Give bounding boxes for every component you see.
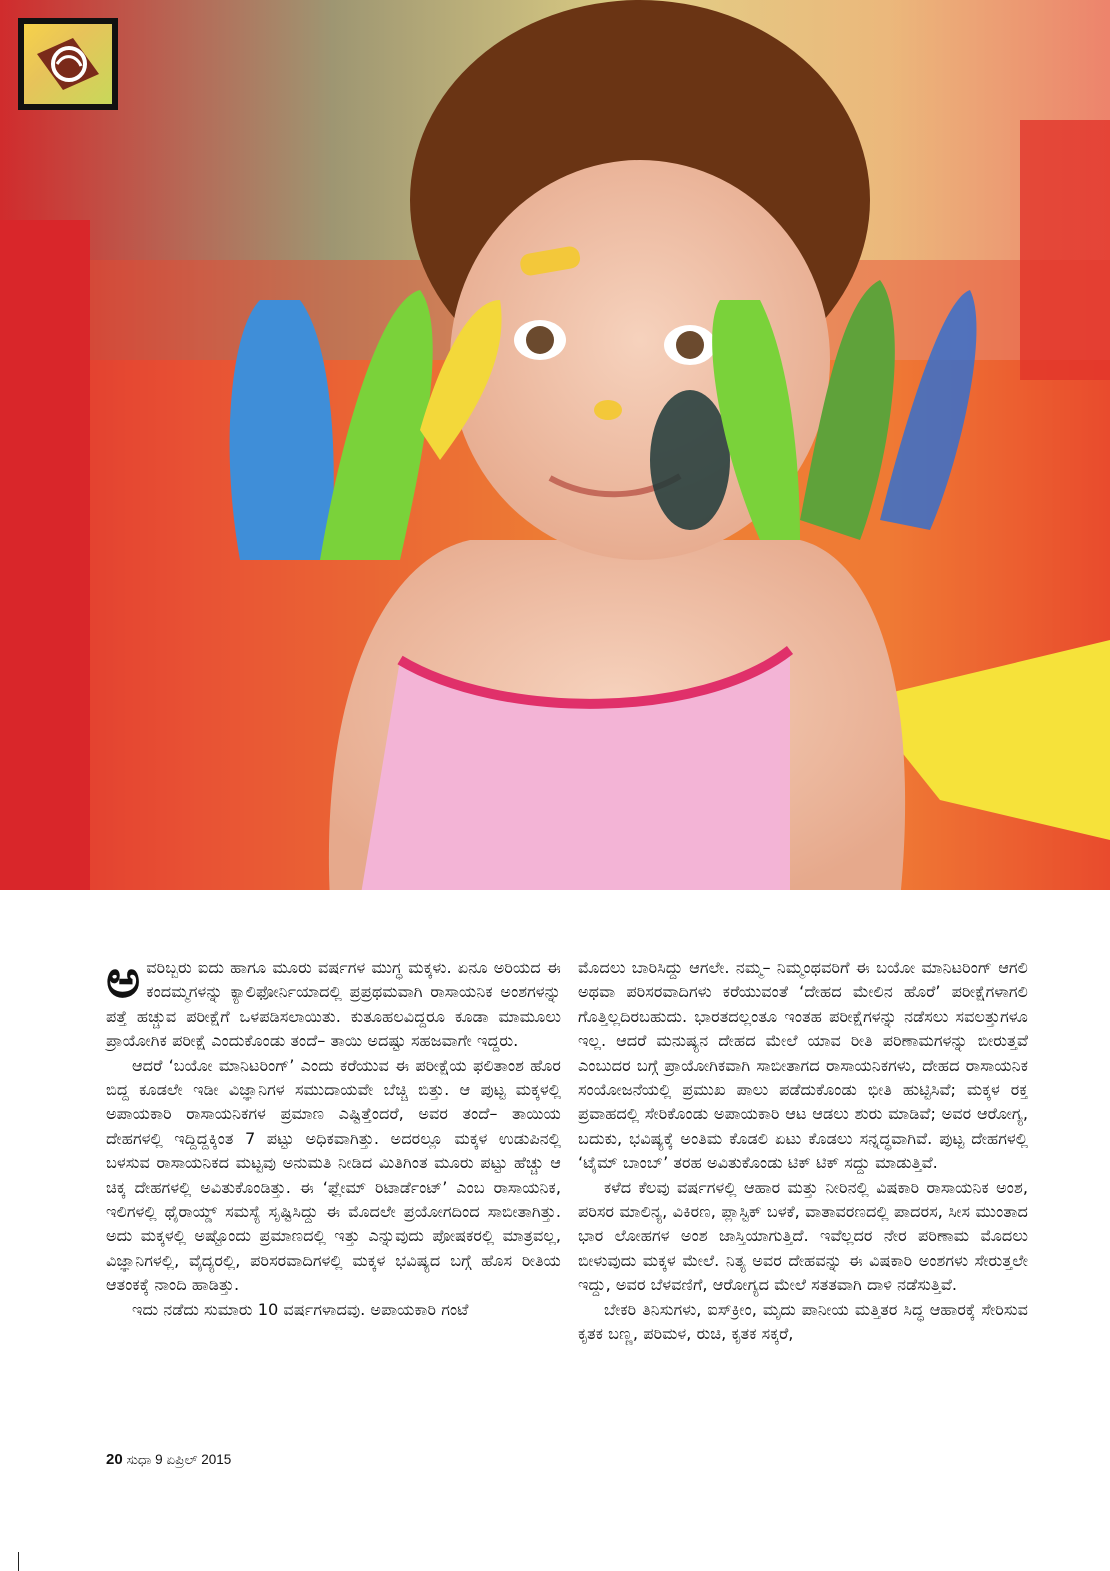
logo-swirl-icon [33,34,103,94]
paragraph-text: ವರಿಬ್ಬರು ಐದು ಹಾಗೂ ಮೂರು ವರ್ಷಗಳ ಮುಗ್ಧ ಮಕ್ಕಳು. ಏನೂ ಅರಿಯದ ಈ ಕಂದಮ್ಮಗಳನ್ನು ಕ್ಯಾಲಿಫೋರ್ನಿಯಾದಲ್ಲಿ ಪ್ರಪ್ರಥಮವಾಗಿ ರಾಸಾಯನಿಕ ಅಂಶಗಳನ್ನು ಪತ್ತೆ ಹಚ್ಚುವ ಪರೀಕ್ಷೆಗೆ ಒಳಪಡಿಸಲಾಯಿತು. ಕುತೂಹಲವಿದ್ದರೂ ಕೂಡಾ ಮಾಮೂಲು ಪ್ರಾಯೋಗಿಕ ಪರೀಕ್ಷೆ ಎಂದುಕೊಂಡು ತಂದೆ– ತಾಯಿ ಅದಷ್ಟು ಸಹಜವಾಗೇ ಇದ್ದರು. [106,958,561,1051]
drop-cap: ಅ [106,950,141,1010]
page-number: 20 [106,1451,123,1468]
paragraph: ಆದರೆ ‘ಬಯೋ ಮಾನಿಟರಿಂಗ್’ ಎಂದು ಕರೆಯುವ ಈ ಪರೀಕ್ಷೆಯ ಫಲಿತಾಂಶ ಹೊರ ಬಿದ್ದ ಕೂಡಲೇ ಇಡೀ ವಿಜ್ಞಾನಿಗಳ ಸಮುದಾಯವೇ ಬೆಚ್ಚಿ ಬಿತ್ತು. ಆ ಪುಟ್ಟ ಮಕ್ಕಳಲ್ಲಿ ಅಪಾಯಕಾರಿ ರಾಸಾಯನಿಕಗಳ ಪ್ರಮಾಣ ಎಷ್ಟಿತ್ತೆಂದರೆ, ಅವರ ತಂದೆ– ತಾಯಿಯ ದೇಹಗಳಲ್ಲಿ ಇದ್ದಿದ್ದಕ್ಕಿಂತ 7 ಪಟ್ಟು ಅಧಿಕವಾಗಿತ್ತು. ಅದರಲ್ಲೂ ಮಕ್ಕಳ ಉಡುಪಿನಲ್ಲಿ ಬಳಸುವ ರಾಸಾಯನಿಕದ ಮಟ್ಟವು ಅನುಮತಿ ನೀಡಿದ ಮಿತಿಗಿಂತ ಮೂರು ಪಟ್ಟು ಹೆಚ್ಚು ಆ ಚಿಕ್ಕ ದೇಹಗಳಲ್ಲಿ ಅವಿತುಕೊಂಡಿತ್ತು. ಈ ‘ಫ್ಲೇಮ್ ರಿಟಾರ್ಡೆಂಟ್’ ಎಂಬ ರಾಸಾಯನಿಕ, ಇಲಿಗಳಲ್ಲಿ ಥೈರಾಯ್ಡ್ ಸಮಸ್ಯೆ ಸೃಷ್ಟಿಸಿದ್ದು ಈ ಮೊದಲೇ ಪ್ರಯೋಗದಿಂದ ಸಾಬೀತಾಗಿತ್ತು. ಅದು ಮಕ್ಕಳಲ್ಲಿ ಅಷ್ಟೊಂದು ಪ್ರಮಾಣದಲ್ಲಿ ಇತ್ತು ಎನ್ನುವುದು ಪೋಷಕರಲ್ಲಿ ಮಾತ್ರವಲ್ಲ, ವಿಜ್ಞಾನಿಗಳಲ್ಲಿ, ವೈದ್ಯರಲ್ಲಿ, ಪರಿಸರವಾದಿಗಳಲ್ಲಿ ಮಕ್ಕಳ ಭವಿಷ್ಯದ ಬಗ್ಗೆ ಹೊಸ ರೀತಿಯ ಆತಂಕಕ್ಕೆ ನಾಂದಿ ಹಾಡಿತ್ತು. [106,1055,561,1295]
issue-date: 9 ಏಪ್ರಿಲ್ 2015 [155,1452,232,1467]
magazine-logo [18,18,118,110]
paragraph: ಕಳೆದ ಕೆಲವು ವರ್ಷಗಳಲ್ಲಿ ಆಹಾರ ಮತ್ತು ನೀರಿನಲ್ಲಿ ವಿಷಕಾರಿ ರಾಸಾಯನಿಕ ಅಂಶ, ಪರಿಸರ ಮಾಲಿನ್ಯ, ವಿಕಿರಣ, ಪ್ಲಾಸ್ಟಿಕ್ ಬಳಕೆ, ವಾತಾವರಣದಲ್ಲಿ ಪಾದರಸ, ಸೀಸ ಮುಂತಾದ ಭಾರ ಲೋಹಗಳ ಅಂಶ ಜಾಸ್ತಿಯಾಗುತ್ತಿದೆ. ಇವೆಲ್ಲದರ ನೇರ ಪರಿಣಾಮ ಮೊದಲು ಬೀಳುವುದು ಮಕ್ಕಳ ಮೇಲೆ. ನಿತ್ಯ ಅವರ ದೇಹವನ್ನು ಈ ವಿಷಕಾರಿ ಅಂಶಗಳು ಸೇರುತ್ತಲೇ ಇದ್ದು, ಅವರ ಬೆಳವಣಿಗೆ, ಆರೋಗ್ಯದ ಮೇಲೆ ಸತತವಾಗಿ ದಾಳಿ ನಡೆಸುತ್ತಿವೆ. [578,1177,1028,1295]
article-left-column [106,950,561,1322]
article-right-column [578,956,1028,1347]
logo-emblem [24,24,112,104]
paragraph [106,950,561,1054]
page-footer [106,1451,231,1468]
paragraph: ಇದು ನಡೆದು ಸುಮಾರು 10 ವರ್ಷಗಳಾದವು. ಅಪಾಯಕಾರಿ ಗಂಟೆ [132,1299,469,1319]
magazine-name: ಸುಧಾ [126,1452,152,1467]
paragraph: ಬೇಕರಿ ತಿನಿಸುಗಳು, ಐಸ್‌ಕ್ರೀಂ, ಮೃದು ಪಾನೀಯ ಮತ್ತಿತರ ಸಿದ್ಧ ಆಹಾರಕ್ಕೆ ಸೇರಿಸುವ ಕೃತಕ ಬಣ್ಣ, ಪರಿಮಳ, ರುಚಿ, ಕೃತಕ ಸಕ್ಕರೆ, [578,1299,1028,1344]
crop-mark [0,1552,19,1571]
paragraph: ಮೊದಲು ಬಾರಿಸಿದ್ದು ಆಗಲೇ. ನಮ್ಮ– ನಿಮ್ಮಂಥವರಿಗೆ ಈ ಬಯೋ ಮಾನಿಟರಿಂಗ್ ಆಗಲಿ ಅಥವಾ ಪರಿಸರವಾದಿಗಳು ಕರೆಯುವಂತೆ ‘ದೇಹದ ಮೇಲಿನ ಹೊರೆ’ ಪರೀಕ್ಷೆಗಳಾಗಲಿ ಗೊತ್ತಿಲ್ಲದಿರಬಹುದು. ಭಾರತದಲ್ಲಂತೂ ಇಂತಹ ಪರೀಕ್ಷೆಗಳನ್ನು ನಡೆಸಲು ಸವಲತ್ತುಗಳೂ ಇಲ್ಲ. ಆದರೆ ಮನುಷ್ಯನ ದೇಹದ ಮೇಲೆ ಯಾವ ರೀತಿ ಪರಿಣಾಮಗಳನ್ನು ಬೀರುತ್ತವೆ ಎಂಬುದರ ಬಗ್ಗೆ ಪ್ರಾಯೋಗಿಕವಾಗಿ ಸಾಬೀತಾಗದ ರಾಸಾಯನಿಕಗಳು, ದೇಹದ ರಾಸಾಯನಿಕ ಸಂಯೋಜನೆಯಲ್ಲಿ ಪ್ರಮುಖ ಪಾಲು ಪಡೆದುಕೊಂಡು ಭೀತಿ ಹುಟ್ಟಿಸಿವೆ; ಮಕ್ಕಳ ರಕ್ತ ಪ್ರವಾಹದಲ್ಲಿ ಸೇರಿಕೊಂಡು ಅಪಾಯಕಾರಿ ಆಟ ಆಡಲು ಶುರು ಮಾಡಿವೆ; ಅವರ ಆರೋಗ್ಯ, ಬದುಕು, ಭವಿಷ್ಯಕ್ಕೆ ಅಂತಿಮ ಕೊಡಲಿ ಏಟು ಕೊಡಲು ಸನ್ನದ್ಧವಾಗಿವೆ. ಪುಟ್ಟ ದೇಹಗಳಲ್ಲಿ ‘ಟೈಮ್ ಬಾಂಬ್’ ತರಹ ಅವಿತುಕೊಂಡು ಟಿಕ್ ಟಿಕ್ ಸದ್ದು ಮಾಡುತ್ತಿವೆ. [578,958,1028,1173]
